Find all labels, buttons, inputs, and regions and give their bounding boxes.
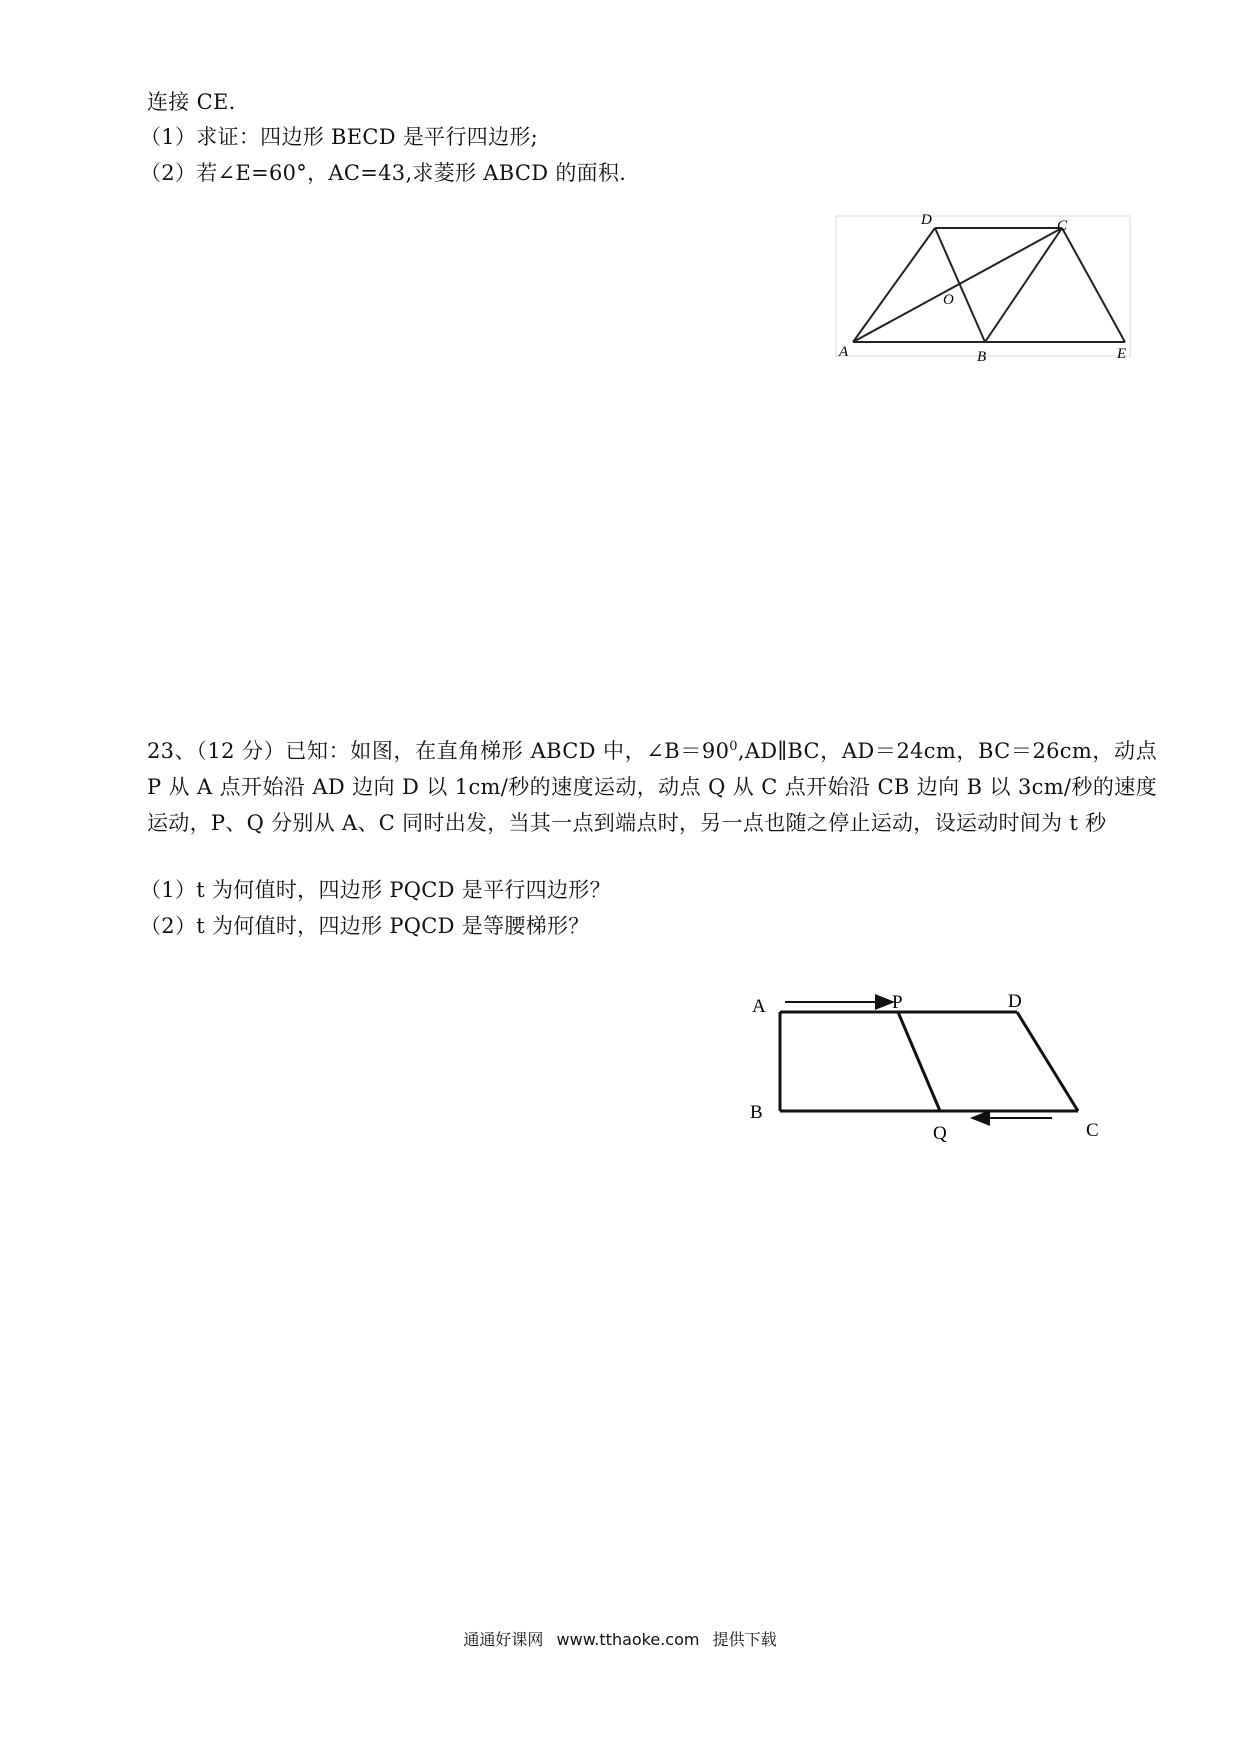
label-C: C [1086,1120,1099,1141]
q22-part-2: （2）若∠E=60°，AC=43,求菱形 ABCD 的面积. [140,161,627,185]
label-D: D [1008,991,1022,1012]
label-Q: Q [933,1123,947,1144]
label-B: B [977,349,987,365]
q23-statement [147,729,1157,841]
label-B: B [750,1102,763,1123]
edge-CB [985,228,1062,342]
label-E: E [1117,346,1127,362]
q23-superscript: 0 [729,739,738,754]
q23-part-2: （2）t 为何值时，四边形 PQCD 是等腰梯形？ [140,914,590,938]
q23-text-2: ,AD∥BC，AD＝24cm，BC＝26cm，动点 P 从 A 点开始沿 AD 边向 D 以 1cm/秒的速度运动，动点 Q 从 C 点开始沿 CB 边向 B 以 3cm/秒的速度运动，P、Q 分别从 A、C 同时出发，当其一点到端点时，另一点也随之停止运动，设运动时间为 t 秒 [147,739,1157,835]
diagonal-DB [935,228,985,342]
edge-DC [1017,1012,1078,1111]
q23-number: 23、 [147,739,197,763]
q23-text-1: 已知：如图，在直角梯形 ABCD 中，∠B＝90 [285,739,730,763]
diagonal-AC [853,228,1062,342]
q23-score: （12 分） [196,739,286,763]
label-A: A [839,344,849,360]
label-P: P [892,992,903,1013]
label-D: D [921,212,932,228]
label-O: O [943,292,954,308]
label-A: A [752,996,766,1017]
rhombus-figure [835,208,1135,368]
segment-PQ [898,1012,940,1111]
page-footer [0,1627,1240,1650]
q22-intro-line: 连接 CE. [147,90,236,114]
edge-AD [853,228,935,342]
footer-action: 提供下载 [712,1630,777,1649]
q22-part-1: （1）求证：四边形 BECD 是平行四边形; [140,125,539,149]
label-C: C [1057,218,1068,234]
trapezoid-figure [750,985,1120,1145]
q23-part-1: （1）t 为何值时，四边形 PQCD 是平行四边形？ [140,878,611,902]
edge-CE [1062,228,1125,342]
footer-url: www.tthaoke.com [556,1630,700,1649]
footer-site-name: 通通好课网 [463,1630,544,1649]
